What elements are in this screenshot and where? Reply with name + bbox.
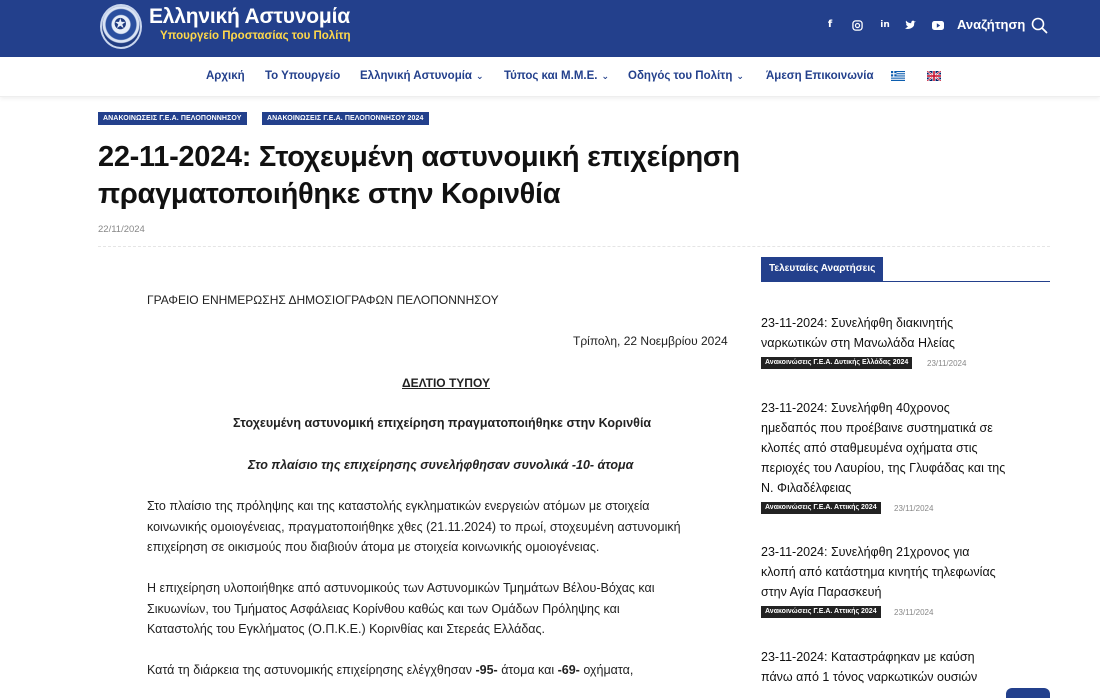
greek-flag-icon[interactable] (891, 71, 905, 81)
post-date: 23/11/2024 (894, 504, 934, 513)
nav-item-citizen-guide[interactable]: Οδηγός του Πολίτη ⌄ (628, 70, 744, 82)
brand-title[interactable]: Ελληνική Αστυνομία (149, 5, 350, 28)
article-paragraph: Στο πλαίσιο της πρόληψης και της καταστολής εγκληματικών ενεργειών ατόμων με στοιχεία κοινωνικής ομοιογένειας, πραγματοποιήθηκε χθες (21.11.2024) το πρωί, στοχευμένη αστυνομική επιχείρηση σε οικισμούς που διαβιούν άτομα με στοιχεία κοινωνικής ομοιογένειας. (147, 499, 681, 554)
search-label[interactable]: Αναζήτηση (957, 17, 1026, 32)
nav-item-hellenic-police[interactable]: Ελληνική Αστυνομία ⌄ (360, 70, 484, 82)
chevron-down-icon: ⌄ (736, 71, 744, 81)
sidebar-post-title[interactable]: 23-11-2024: Συνελήφθη 21χρονος για κλοπή από κατάστημα κινητής τηλεφωνίας στην Αγία Παρασκευή (761, 545, 996, 599)
chevron-down-icon: ⌄ (601, 71, 610, 81)
site-header (0, 0, 1100, 57)
uk-flag-icon[interactable] (927, 71, 941, 81)
police-seal-logo[interactable]: ✪ (100, 4, 142, 49)
post-category-tag[interactable]: Ανακοινώσεις Γ.Ε.Α. Αττικής 2024 (761, 502, 881, 514)
nav-item-ministry[interactable]: Το Υπουργείο (265, 70, 341, 82)
search-icon[interactable] (1031, 17, 1048, 34)
post-date: 23/11/2024 (894, 608, 934, 617)
sidebar-post-title[interactable]: 23-11-2024: Καταστράφηκαν με καύση πάνω από 1 τόνος ναρκωτικών ουσιών (761, 650, 978, 684)
post-category-tag[interactable]: Ανακοινώσεις Γ.Ε.Α. Δυτικής Ελλάδας 2024 (761, 357, 912, 369)
post-date: 23/11/2024 (927, 359, 967, 368)
main-nav (0, 57, 1100, 97)
youtube-icon[interactable] (930, 17, 946, 33)
twitter-icon[interactable] (903, 17, 919, 33)
post-category-tag[interactable]: Ανακοινώσεις Γ.Ε.Α. Αττικής 2024 (761, 606, 881, 618)
article-paragraph: Κατά τη διάρκεια της αστυνομικής επιχείρησης ελέγχθησαν -95- άτομα και -69- οχήματα, (147, 663, 634, 677)
brand-subtitle: Υπουργείο Προστασίας του Πολίτη (160, 30, 351, 42)
sidebar-post-title[interactable]: 23-11-2024: Συνελήφθη διακινητής ναρκωτικών στη Μανωλάδα Ηλείας (761, 316, 955, 350)
facebook-icon[interactable]: f (827, 19, 833, 30)
chevron-down-icon: ⌄ (476, 71, 484, 81)
nav-item-home[interactable]: Αρχική (206, 70, 245, 82)
instagram-icon[interactable] (849, 17, 865, 33)
divider (761, 281, 1050, 282)
sidebar-heading: Τελευταίες Αναρτήσεις (761, 257, 883, 281)
divider (98, 246, 1050, 247)
nav-item-contact[interactable]: Άμεση Επικοινωνία (766, 70, 874, 82)
place-date: Τρίπολη, 22 Νοεμβρίου 2024 (573, 334, 728, 348)
article-title: 22-11-2024: Στοχευμένη αστυνομική επιχείρηση πραγματοποιήθηκε στην Κορινθία (98, 141, 740, 210)
nav-item-press-media[interactable]: Τύπος και Μ.Μ.Ε. ⌄ (504, 70, 610, 82)
release-subheading: Στο πλαίσιο της επιχείρησης συνελήφθησαν συνολικά -10- άτομα (248, 458, 634, 472)
release-heading: Στοχευμένη αστυνομική επιχείρηση πραγματοποιήθηκε στην Κορινθία (233, 416, 652, 430)
article-paragraph: Η επιχείρηση υλοποιήθηκε από αστυνομικούς των Αστυνομικών Τμημάτων Βέλου-Βόχας και Σικυωνίων, του Τμήματος Ασφάλειας Κορίνθου καθώς και των Ομάδων Πρόληψης και Καταστολής του Εγκλήματος (Ο.Π.Κ.Ε.) Κορινθίας και Στερεάς Ελλάδας. (147, 581, 655, 636)
press-release-label: ΔΕΛΤΙΟ ΤΥΠΟΥ (402, 376, 490, 390)
press-office: ΓΡΑΦΕΙΟ ΕΝΗΜΕΡΩΣΗΣ ΔΗΜΟΣΙΟΓΡΑΦΩΝ ΠΕΛΟΠΟΝΝΗΣΟΥ (147, 293, 499, 307)
linkedin-icon[interactable]: in (880, 20, 890, 30)
scroll-to-top-button[interactable] (1006, 688, 1050, 698)
category-tag[interactable]: ΑΝΑΚΟΙΝΩΣΕΙΣ Γ.Ε.Α. ΠΕΛΟΠΟΝΝΗΣΟΥ (98, 112, 247, 125)
category-tag[interactable]: ΑΝΑΚΟΙΝΩΣΕΙΣ Γ.Ε.Α. ΠΕΛΟΠΟΝΝΗΣΟΥ 2024 (262, 112, 429, 125)
sidebar-post-title[interactable]: 23-11-2024: Συνελήφθη 40χρονος ημεδαπός που προέβαινε συστηματικά σε κλοπές από σταθμευμένα οχήματα στις περιοχές του Λαυρίου, της Γλυφάδας και της Ν. Φιλαδέλφειας (761, 401, 1006, 495)
article-date: 22/11/2024 (98, 224, 145, 235)
